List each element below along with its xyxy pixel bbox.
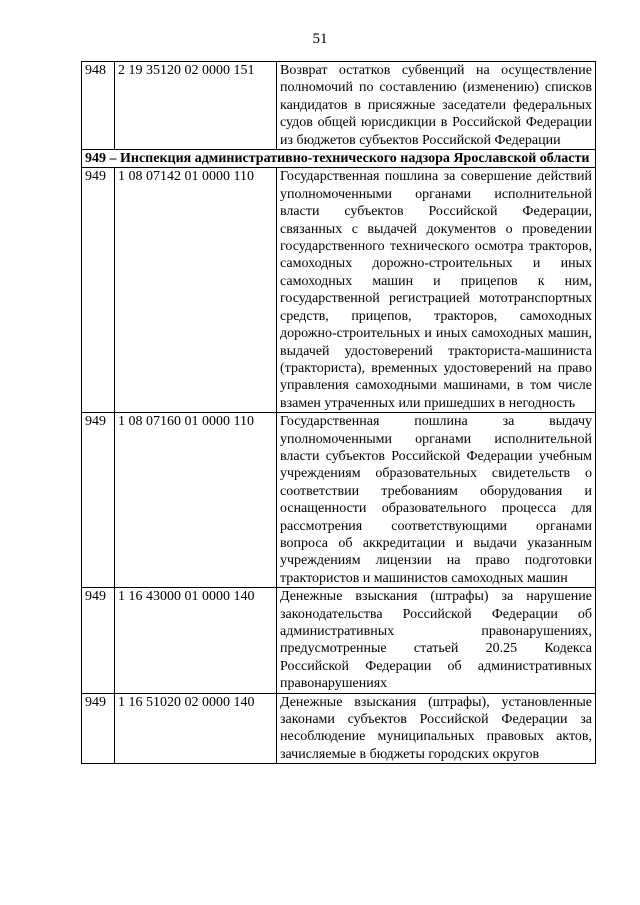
budget-classification-code-cell: 1 08 07142 01 0000 110 bbox=[115, 168, 277, 413]
section-heading-row bbox=[82, 150, 596, 168]
admin-code-cell: 949 bbox=[82, 168, 115, 413]
admin-code-cell: 949 bbox=[82, 588, 115, 693]
table-row bbox=[82, 62, 596, 150]
budget-classification-code-cell: 1 08 07160 01 0000 110 bbox=[115, 413, 277, 588]
revenue-description-cell: Государственная пошлина за выдачу уполномоченными органами исполнительной власти субъектов Российской Федерации учебным учреждениям образовательных свидетельств о соответствии требованиям оборудования и оснащенности образовательного процесса для рассмотрения соответствующими органами вопроса об аккредитации и выдачи указанным учреждениям лицензии на право подготовки трактористов и машинистов самоходных машин bbox=[277, 413, 596, 588]
section-heading: 949 – Инспекция административно-технического надзора Ярославской области bbox=[82, 150, 596, 168]
budget-classification-code-cell: 1 16 51020 02 0000 140 bbox=[115, 693, 277, 764]
revenue-description-cell: Денежные взыскания (штрафы) за нарушение законодательства Российской Федерации об административных правонарушениях, предусмотренные статьей 20.25 Кодекса Российской Федерации об административных правонарушениях bbox=[277, 588, 596, 693]
revenue-description-cell: Возврат остатков субвенций на осуществление полномочий по составлению (изменению) списков кандидатов в присяжные заседатели федеральных судов общей юрисдикции в Российской Федерации из бюджетов субъектов Российской Федерации bbox=[277, 62, 596, 150]
table-row bbox=[82, 413, 596, 588]
table-row bbox=[82, 588, 596, 693]
revenue-description-cell: Денежные взыскания (штрафы), установленные законами субъектов Российской Федерации за несоблюдение муниципальных правовых актов, зачисляемые в бюджеты городских округов bbox=[277, 693, 596, 764]
table-row bbox=[82, 693, 596, 764]
admin-code-cell: 948 bbox=[82, 62, 115, 150]
budget-classification-code-cell: 2 19 35120 02 0000 151 bbox=[115, 62, 277, 150]
budget-revenue-table bbox=[81, 61, 596, 764]
table-row bbox=[82, 168, 596, 413]
admin-code-cell: 949 bbox=[82, 413, 115, 588]
page-number: 51 bbox=[312, 31, 328, 47]
budget-classification-code-cell: 1 16 43000 01 0000 140 bbox=[115, 588, 277, 693]
admin-code-cell: 949 bbox=[82, 693, 115, 764]
revenue-description-cell: Государственная пошлина за совершение действий уполномоченными органами исполнительной власти субъектов Российской Федерации, связанных с выдачей документов о проведении государственного технического осмотра тракторов, самоходных дорожно-строительных и иных самоходных машин и прицепов к ним, государственной регистрацией мототранспортных средств, прицепов, тракторов, самоходных дорожно-строительных и иных самоходных машин, выдачей удостоверений тракториста-машиниста (тракториста), временных удостоверений на право управления самоходными машинами, в том числе взамен утраченных или пришедших в негодность bbox=[277, 168, 596, 413]
